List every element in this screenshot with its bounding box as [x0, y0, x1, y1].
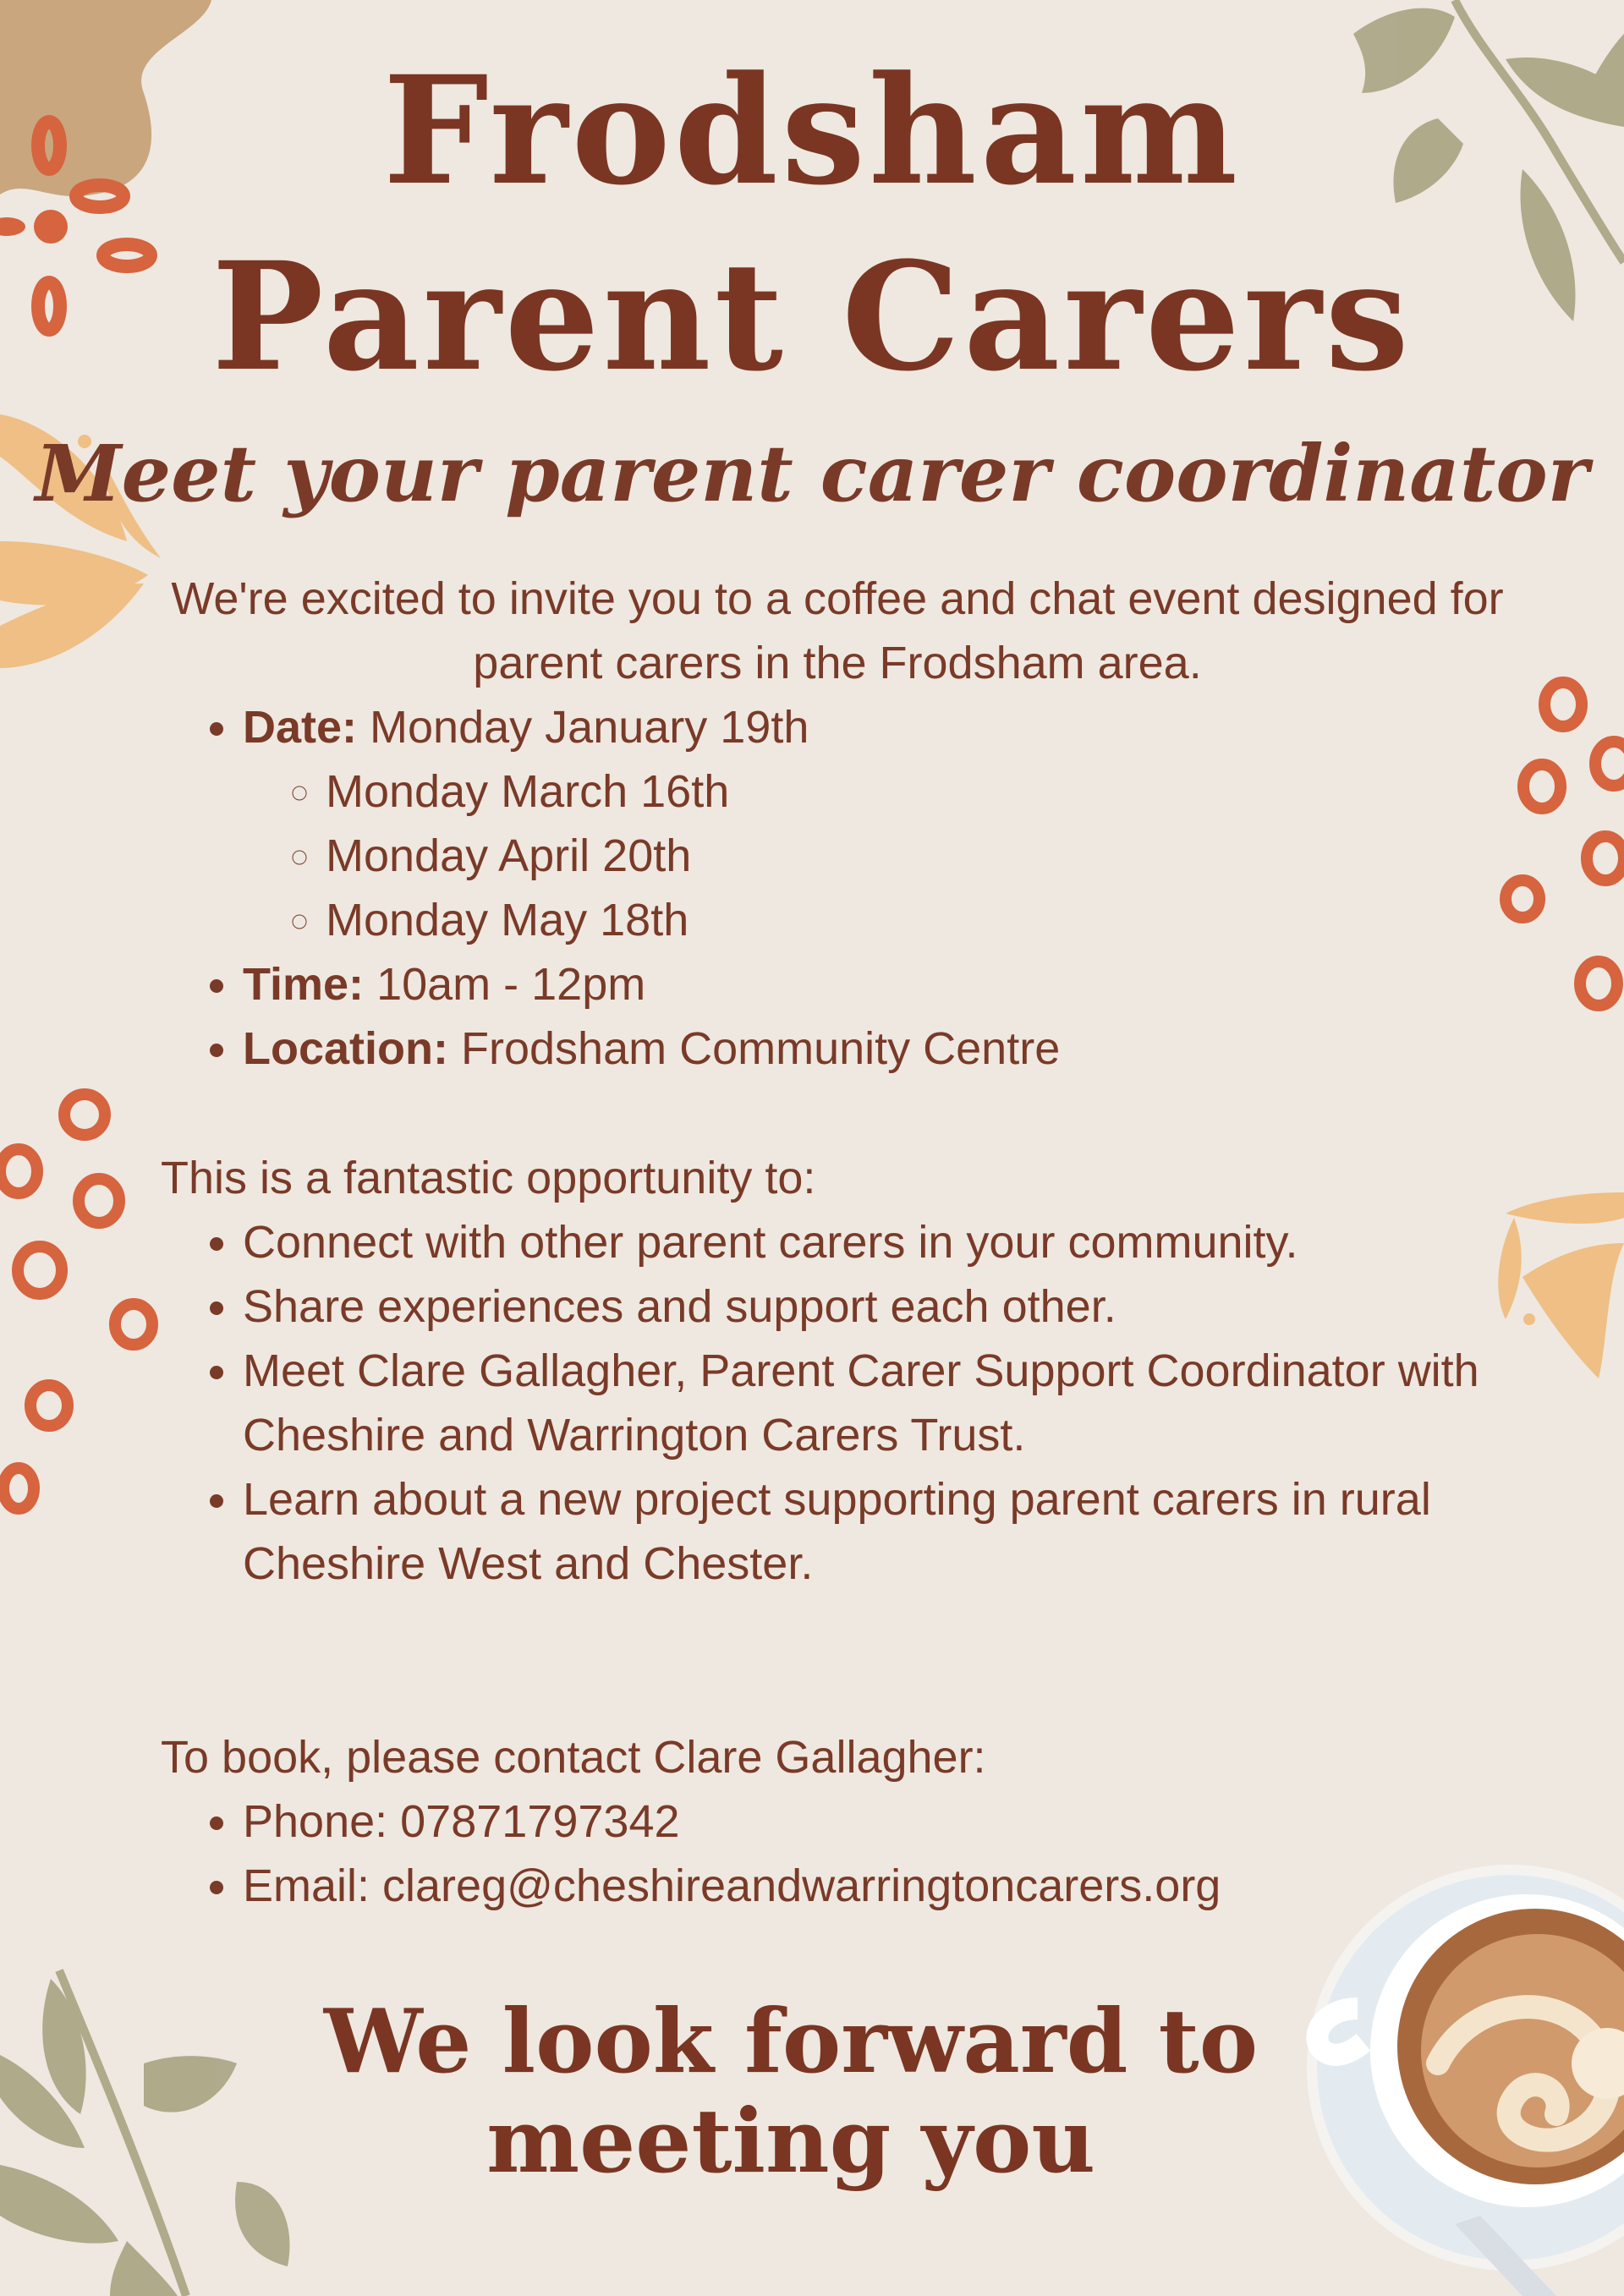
leaf-decoration-bottom-left [0, 1970, 290, 2296]
time-label: Time: [243, 959, 365, 1010]
coral-dots-decoration-left [0, 1094, 152, 1509]
additional-date-item: ◦ Monday May 18th [326, 888, 1531, 952]
date-value: Monday January 19th [370, 702, 809, 753]
phone-contact[interactable]: • Phone: 07871797342 [243, 1789, 1531, 1854]
additional-date-item: ◦ Monday March 16th [326, 759, 1531, 824]
email-contact[interactable]: • Email: clareg@cheshireandwarringtoncarers.org [243, 1854, 1531, 1918]
opportunity-item: • Share experiences and support each other. [243, 1274, 1531, 1339]
date-item [243, 695, 1531, 952]
time-item [243, 952, 1531, 1016]
title-line-1: Frodsham [382, 43, 1242, 218]
time-value: 10am - 12pm [376, 959, 646, 1010]
title-line-2: Parent Carers [211, 229, 1413, 404]
opportunities-list [161, 1210, 1531, 1596]
additional-date-item: ◦ Monday April 20th [326, 824, 1531, 888]
closing-message: We look forward to meeting you [323, 1989, 1259, 2193]
contact-list [161, 1789, 1531, 1918]
location-item [243, 1016, 1531, 1081]
opportunity-item: • Meet Clare Gallagher, Parent Carer Support Coordinator with Cheshire and Warrington Carers Trust. [243, 1339, 1531, 1467]
booking-heading: To book, please contact Clare Gallagher: [161, 1732, 986, 1783]
opportunity-item: • Learn about a new project supporting parent carers in rural Cheshire West and Chester. [243, 1467, 1531, 1596]
opportunity-item: • Connect with other parent carers in your community. [243, 1210, 1531, 1274]
opportunity-heading: This is a fantastic opportunity to: [161, 1153, 816, 1203]
intro-paragraph: We're excited to invite you to a coffee and chat event designed for parent carers in the Frodsham area. [171, 573, 1504, 688]
location-value: Frodsham Community Centre [461, 1023, 1061, 1074]
date-label: Date: [243, 702, 358, 753]
location-label: Location: [243, 1023, 448, 1074]
event-details-list [161, 695, 1531, 1081]
coffee-cup-image [1307, 1865, 1624, 2296]
subtitle: Meet your parent carer coordinator [35, 428, 1589, 519]
